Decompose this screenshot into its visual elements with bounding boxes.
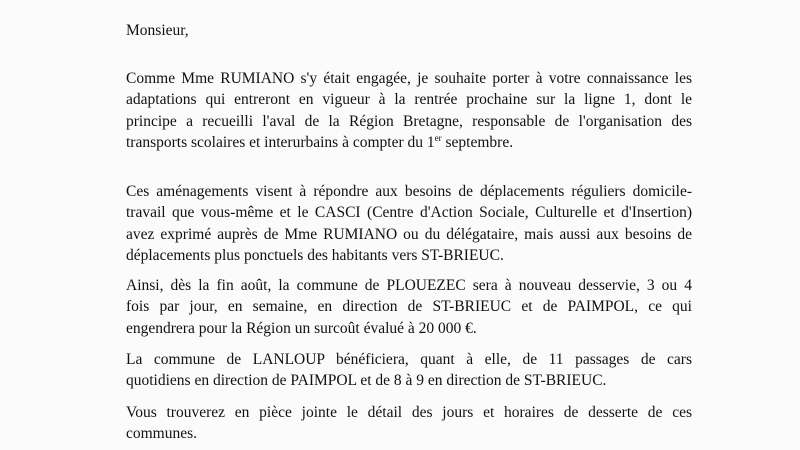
paragraph-line: Vous trouverez en pièce jointe le détail des jours et horaires de desserte de ces [126,404,692,421]
paragraph-lanloup-service [126,349,692,392]
paragraph-line: Ainsi, dès la fin août, la commune de PLOUEZEC sera à nouveau desservie, 3 ou 4 [126,277,692,294]
paragraph-travel-needs [126,181,692,266]
paragraph-line: Comme Mme RUMIANO s'y était engagée, je souhaite porter à votre connaissance les [126,70,692,87]
paragraph-line: La commune de LANLOUP bénéficiera, quant à elle, de 11 passages de cars [126,351,692,368]
paragraph-line: adaptations qui entreront en vigueur à la rentrée prochaine sur la ligne 1, dont le [126,91,692,109]
paragraph-line: fois par jour, en semaine, en direction de ST-BRIEUC et de PAIMPOL, ce qui [126,298,692,316]
paragraph-attachment-note [126,402,692,445]
paragraph-line: engendrera pour la Région un surcoût évalué à 20 000 €. [126,319,477,337]
paragraph-line: déplacements plus ponctuels des habitants vers ST-BRIEUC. [126,246,504,264]
paragraph-plouezec-service [126,275,692,339]
paragraph-line: quotidiens en direction de PAIMPOL et de 8 à 9 en direction de ST-BRIEUC. [126,372,607,390]
paragraph-line: Ces aménagements visent à répondre aux besoins de déplacements réguliers domicile- [126,183,692,200]
line-text: septembre. [441,133,514,151]
paragraph-line: communes. [126,425,198,443]
paragraph-line: avez exprimé auprès de Mme RUMIANO ou du délégataire, mais aussi aux besoins de [126,225,692,243]
paragraph-line [126,132,692,153]
salutation: Monsieur, [126,22,189,39]
ordinal-superscript: er [434,132,442,143]
paragraph-route-adaptations [126,68,692,153]
paragraph-line: principe a recueilli l'aval de la Région Bretagne, responsable de l'organisation des [126,112,692,130]
paragraph-line: travail que vous-même et le CASCI (Centre d'Action Sociale, Culturelle et d'Insertion) [126,204,692,222]
line-text: transports scolaires et interurbains à compter du 1 [126,133,435,151]
